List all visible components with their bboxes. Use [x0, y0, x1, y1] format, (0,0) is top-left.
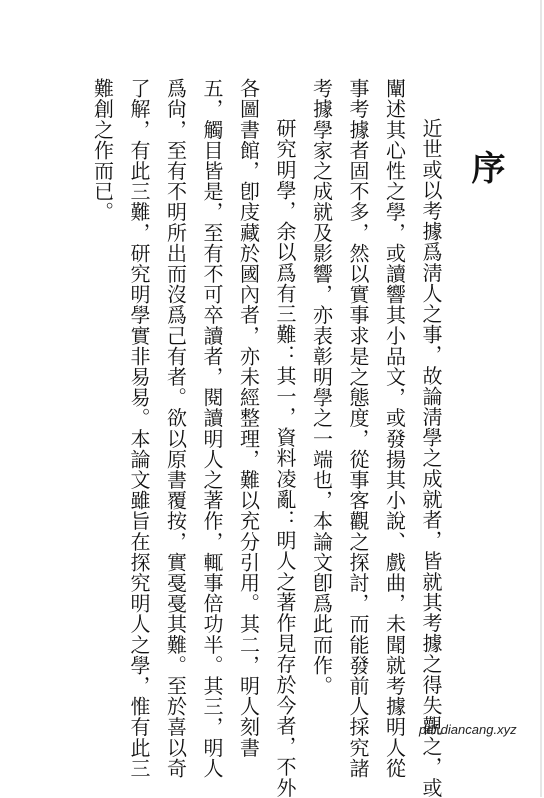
page-edge-divider	[540, 0, 542, 797]
watermark-text: pdf.diancang.xyz	[419, 722, 517, 737]
paragraph-2: 研究明學，余以爲有三難：其一，資料凌亂：明人之著作見存於今者，不外各圖書館，卽庋藏於國內者，亦未經整理，難以充分引用。其二，明人刻書五，觸目皆是，至有不可卒讀者，閱讀明人之著作，輒事倍功半。其三，明人爲尙，至有不明所出而沒爲己有者。欲以原書覆按，實戞戞其難。至於喜以奇了解，有此三難，研究明學實非易易。本論文雖旨在探究明人之學，惟有此三難創之作而已。	[90, 78, 297, 798]
paragraph-1: 近世或以考據爲淸人之事，故論淸學之成就者，皆就其考據之得失觀之，或闡述其心性之學，或讀響其小品文，或發揚其小說、戲曲，未聞就考據明人從事考據者固不多，然以實事求是之態度，從事客觀之探討，而能發前人採究諸考據學家之成就及影響，亦表彰明學之一端也，本論文卽爲此而作。	[309, 78, 443, 798]
preface-body	[0, 78, 449, 798]
page-title: 序	[465, 150, 505, 184]
